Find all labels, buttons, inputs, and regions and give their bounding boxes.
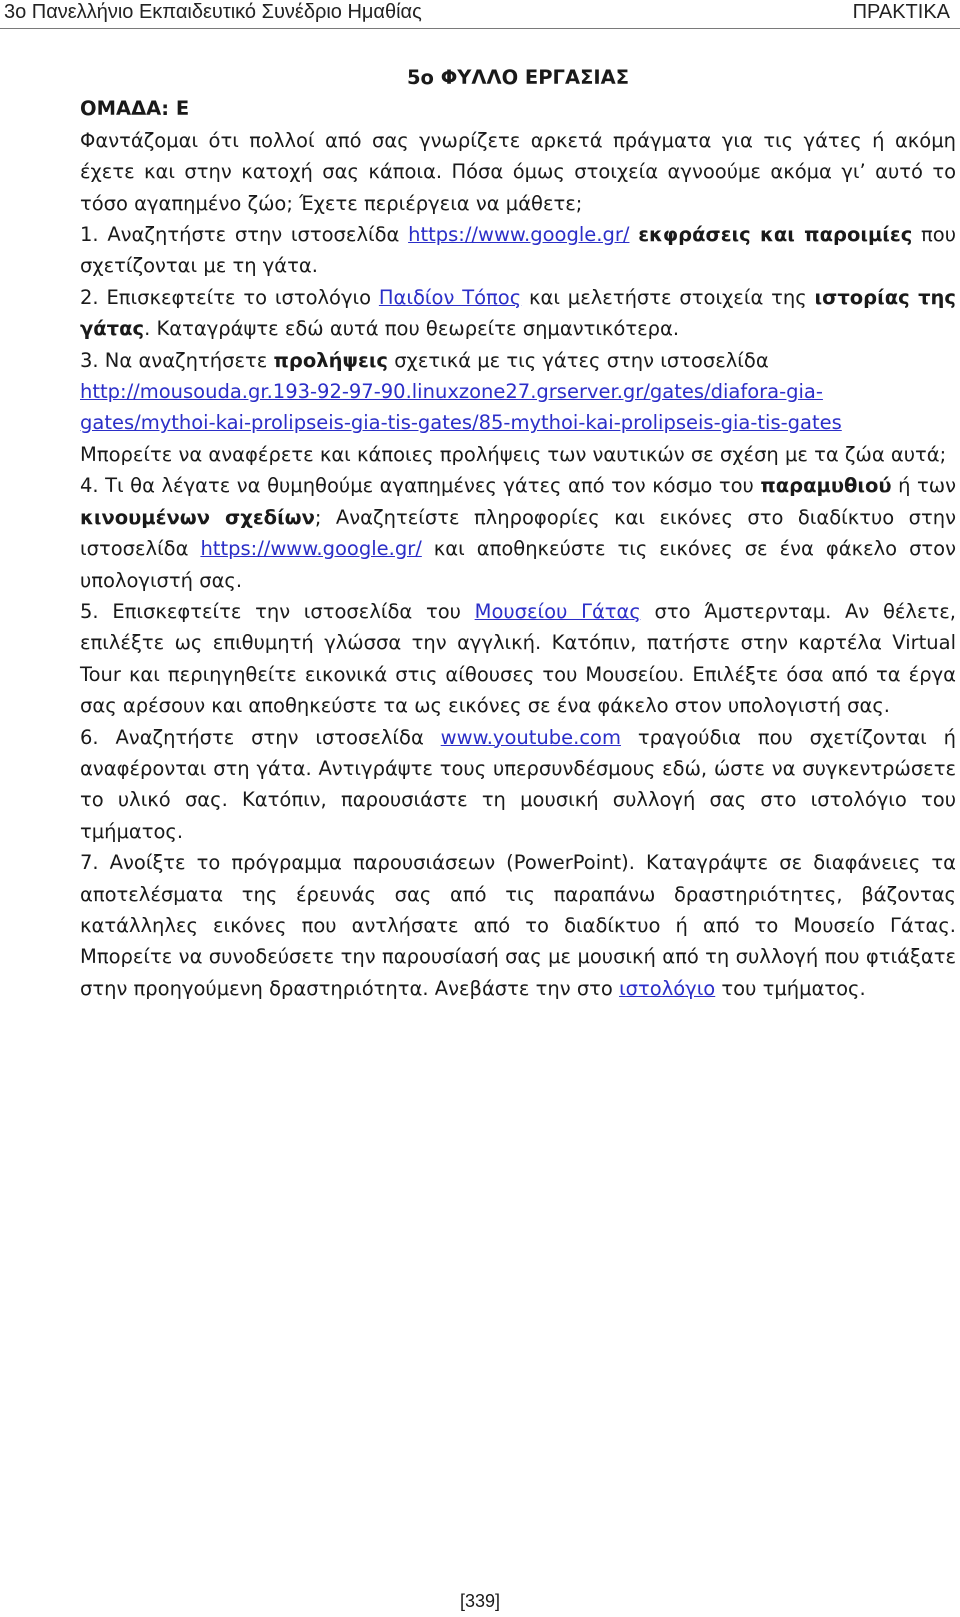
task-3-bold: προλήψεις <box>273 348 388 372</box>
task-2-text: 2. Επισκεφτείτε το ιστολόγιο <box>80 285 379 309</box>
page-header <box>0 0 960 29</box>
conference-title: 3ο Πανελλήνιο Εκπαιδευτικό Συνέδριο Ημαθίας <box>4 1 422 23</box>
task-4: 4. Τι θα λέγατε να θυμηθούμε αγαπημένες γάτες από τον κόσμο του παραμυθιού ή των κινουμένων σχεδίων; Αναζητείστε πληροφορίες και εικόνες στο διαδίκτυο στην ιστοσελίδα https://www.google.gr/ και αποθηκεύστε τις εικόνες σε ένα φάκελο στον υπολογιστή σας. <box>80 474 956 592</box>
worksheet-body <box>80 62 956 1004</box>
mousouda-link-line1[interactable]: http://mousouda.gr.193-92-97-90.linuxzone27.grserver.gr/gates/diafora-gia- <box>80 380 823 404</box>
group-label: ΟΜΑΔΑ: Ε <box>80 97 190 121</box>
task-1-text: 1. Αναζητήστε στην ιστοσελίδα <box>80 223 409 247</box>
youtube-link[interactable]: www.youtube.com <box>440 725 621 749</box>
task-2-bold: ιστορίας της γάτας <box>80 285 956 341</box>
section-label: ΠΡΑΚΤΙΚΑ <box>852 1 950 23</box>
task-7: 7. Ανοίξτε το πρόγραμμα παρουσιάσεων (PowerPoint). Καταγράψτε σε διαφάνειες τα αποτελέσματα της έρευνάς σας από τις παραπάνω δραστηριότητες, βάζοντας κατάλληλες εικόνες που αντλήσατε από το διαδίκτυο ή από το Μουσείο Γάτας. Μπορείτε να συνοδεύσετε την παρουσίασή σας με μουσική από τη συλλογή που φτιάξατε στην προηγούμενη δραστηριότητα. Ανεβάστε την στο ιστολόγιο του τμήματος. <box>80 851 956 1000</box>
task-4-text: 4. Τι θα λέγατε να θυμηθούμε αγαπημένες γάτες από τον κόσμο του <box>80 474 761 498</box>
task-3-question: Μπορείτε να αναφέρετε και κάποιες προλήψεις των ναυτικών σε σχέση με τα ζώα αυτά; <box>80 442 947 466</box>
task-4-bold-1: παραμυθιού <box>760 474 892 498</box>
task-7-text: 7. Ανοίξτε το πρόγραμμα παρουσιάσεων (PowerPoint). Καταγράψτε σε διαφάνειες τα αποτελέσματα της έρευνάς σας από τις παραπάνω δραστηριότητες, βάζοντας κατάλληλες εικόνες που αντλήσατε από το διαδίκτυο ή από το Μουσείο Γάτας. Μπορείτε να συνοδεύσετε την παρουσίασή σας με μουσική από τη συλλογή που φτιάξατε στην προηγούμενη δραστηριότητα. Ανεβάστε την στο <box>80 851 956 1000</box>
page-number: [339] <box>459 1591 501 1611</box>
task-3-text: 3. Να αναζητήσετε <box>80 348 274 372</box>
task-4-bold-2: κινουμένων σχεδίων <box>80 505 315 529</box>
worksheet-title: 5ο ΦΥΛΛΟ ΕΡΓΑΣΙΑΣ <box>406 66 630 89</box>
mousouda-link-line2[interactable]: gates/mythoi-kai-prolipseis-gia-tis-gates/85-mythoi-kai-prolipseis-gia-tis-gates <box>80 411 842 435</box>
task-5-text: 5. Επισκεφτείτε την ιστοσελίδα του <box>80 599 475 623</box>
task-6: 6. Αναζητήστε στην ιστοσελίδα www.youtube.com τραγούδια που σχετίζονται ή αναφέρονται στη γάτα. Αντιγράψτε τους υπερσυνδέσμους εδώ, ώστε να συγκεντρώσετε το υλικό σας. Κατόπιν, παρουσιάστε τη μουσική συλλογή σας στο ιστολόγιο του τμήματος. <box>80 725 956 843</box>
task-1-bold: εκφράσεις και παροιμίες <box>638 223 913 247</box>
task-1: 1. Αναζητήστε στην ιστοσελίδα https://www.google.gr/ εκφράσεις και παροιμίες που σχετίζονται με τη γάτα. <box>80 223 957 278</box>
task-3: 3. Να αναζητήσετε προλήψεις σχετικά με τις γάτες στην ιστοσελίδα http://mousouda.gr.193-92-97-90.linuxzone27.grserver.gr/gates/diafora-gia- gates/mythoi-kai-prolipseis-gia-tis-gates/85-mythoi-kai-prolipseis-gia-tis-gates Μπορείτε να αναφέρετε και κάποιες προλήψεις των ναυτικών σε σχέση με τα ζώα αυτά; <box>80 348 947 466</box>
task-2: 2. Επισκεφτείτε το ιστολόγιο Παιδίον Τόπος και μελετήστε στοιχεία της ιστορίας της γάτας. Καταγράψτε εδώ αυτά που θεωρείτε σημαντικότερα. <box>80 285 956 341</box>
blog-link[interactable]: ιστολόγιο <box>619 976 716 1000</box>
google-link-2[interactable]: https://www.google.gr/ <box>200 537 422 561</box>
cat-museum-link[interactable]: Μουσείου Γάτας <box>474 599 641 623</box>
task-5: 5. Επισκεφτείτε την ιστοσελίδα του Μουσείου Γάτας στο Άμστερνταμ. Αν θέλετε, επιλέξτε ως επιθυμητή γλώσσα την αγγλική. Κατόπιν, πατήστε στην καρτέλα Virtual Tour και περιηγηθείτε εικονικά στις αίθουσες του Μουσείου. Επιλέξτε όσα από τα έργα σας αρέσουν και αποθηκεύστε τα ως εικόνες σε ένα φάκελο στον υπολογιστή σας. <box>80 599 956 718</box>
paidion-topos-link[interactable]: Παιδίον Τόπος <box>378 285 522 309</box>
task-6-text: 6. Αναζητήστε στην ιστοσελίδα <box>80 725 441 749</box>
intro-paragraph: Φαντάζομαι ότι πολλοί από σας γνωρίζετε αρκετά πράγματα για τις γάτες ή ακόμη έχετε και στην κατοχή σας κάποια. Πόσα όμως στοιχεία αγνοούμε ακόμα γι’ αυτό το τόσο αγαπημένο ζώο; Έχετε περιέργεια να μάθετε; <box>80 128 956 215</box>
google-link[interactable]: https://www.google.gr/ <box>408 223 630 247</box>
